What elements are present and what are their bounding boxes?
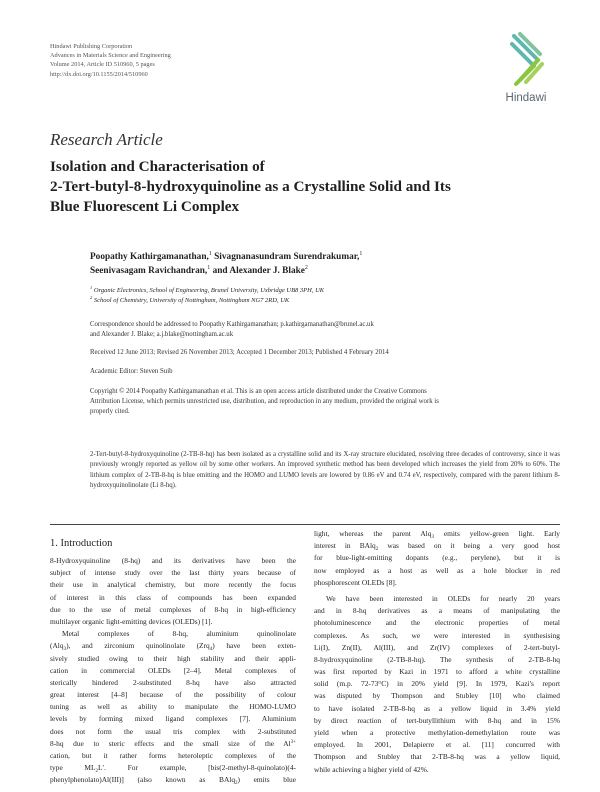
affiliation: $^2$ School of Chemistry, University of Nottingham, Nottingham NG7 2RD, UK	[90, 294, 290, 304]
volume-line: Volume 2014, Article ID 510960, 5 pages	[50, 61, 155, 69]
dates: Received 12 June 2013; Revised 26 November 2013; Accepted 1 December 2013; Published 4 February 2014	[90, 349, 389, 356]
line-with-subscript: interest in BAlq$_2$ was based on it being a very good host	[314, 541, 560, 553]
title-line: 2-Tert-butyl-8-hydroxyquinoline as a Crystalline Solid and Its	[50, 178, 451, 195]
hindawi-wordmark: Hindawi	[505, 92, 547, 104]
line-with-subscript: type $ML_2L'$. For example, [bis(2-methyl-8-quinolato)(4-	[50, 763, 296, 775]
line-with-subscript: phenylphenolato)Al(III)] (also known as BAlq$_2$) emits blue	[50, 775, 296, 787]
author-affil-mark: 2	[304, 265, 308, 271]
correspondence	[90, 320, 374, 340]
correspondence-line: Correspondence should be addressed to Poopathy Kathirgamanathan; p.kathirgamanathan@brunel.ac.uk	[90, 321, 374, 328]
copyright-line: Copyright © 2014 Poopathy Kathirgamanathan et al. This is an open access article distributed under the Creative Commons	[90, 388, 427, 395]
journal-info	[50, 42, 171, 79]
journal-name: Advances in Materials Science and Engineering	[50, 52, 171, 60]
copyright-notice	[90, 387, 439, 417]
article-type: Research Article	[50, 130, 163, 149]
author-name: and Alexander J. Blake	[212, 266, 305, 276]
hindawi-logo-icon	[508, 30, 544, 88]
author-name: Sivagnanasundram Surendrakumar,	[214, 252, 360, 262]
author-name: Poopathy Kathirgamanathan,	[90, 252, 209, 262]
right-column	[314, 528, 560, 776]
author-affil-mark: 1	[208, 251, 212, 257]
divider	[50, 524, 560, 525]
title-line: Blue Fluorescent Li Complex	[50, 198, 240, 215]
publisher: Hindawi Publishing Corporation	[50, 43, 133, 50]
left-column	[50, 555, 296, 787]
author-affil-mark: 1	[359, 251, 363, 257]
copyright-line: properly cited.	[90, 408, 130, 415]
paragraph: light, whereas the parent Alq$_3$ emits yellow-green light. Early interest in BAlq$_2$ was based on it being a very good host for blue-light-emitting dopants (e.g., perylene), but it is now employed as a host as well as a hole blocker in red phosphorescent OLEDs [8].	[314, 529, 560, 587]
academic-editor: Academic Editor: Steven Suib	[90, 368, 173, 375]
line-with-subscript: (Alq$_3$), and zirconium quinolinolate (Zrq$_4$) have been exten-	[50, 641, 297, 653]
doi-link[interactable]: http://dx.doi.org/10.1155/2014/510960	[50, 70, 148, 78]
hindawi-logo	[496, 30, 556, 110]
affiliation: $^1$ Organic Electronics, School of Engineering, Brunel University, Uxbridge UB8 3PH, UK	[90, 285, 325, 294]
paragraph: We have been interested in OLEDs for nearly 20 years and in 8-hq derivatives as a means of manipulating the photoluminescence and the electronic properties of metal complexes. As such, we were interested in synthesising Li(I), Zn(II), Al(III), and Zr(IV) complexes of 2-tert-butyl- 8-hydroxyquinoline (2-TB-8-hq). The synthesis of 2-TB-8-hq was first reported by Kazi in 1971 to afford a white crystalline solid (m.p. 72-73°C) in 20% yield [9]. In 1979, Kazi's report was disputed by Thompson and Stubley [10] who claimed to have isolated 2-TB-8-hq as a yellow liquid in 3.4% yield by direct reaction of tert-butyllithium with 8-hq and in 15% yield when a protective methylation-demethylation route was employed. In 2001, Delapierre et al. [11] concurred with Thompson and Stubley that 2-TB-8-hq was a yellow liquid, while achieving a higher yield of 42%.	[314, 593, 560, 774]
line-with-superscript: 8-hq due to steric effects and the small size of the $Al^{3+}$	[50, 738, 296, 748]
affiliations	[90, 286, 324, 305]
author-name: Seenivasagam Ravichandran,	[90, 266, 208, 276]
abstract: 2-Tert-butyl-8-hydroxyquinoline (2-TB-8-hq) has been isolated as a crystalline solid and its X-ray structure elucidated, resolving three decades of controversy, since it was previously wrongly reported as yellow oil by some other workers. An improved synthetic method has been developed which increases the yield from 20% to 60%. The lithium complex of 2-TB-8-hq is blue emitting and the HOMO and LUMO levels are lowered by 0.86 eV and 0.74 eV, respectively, compared with the parent lithium 8-hydroxyquinolinolate (Li 8-hq).	[90, 451, 560, 489]
section-heading: 1. Introduction	[50, 538, 113, 549]
author-affil-mark: 1	[207, 265, 211, 271]
title-line: Isolation and Characterisation of	[50, 158, 265, 175]
article-title	[50, 157, 560, 217]
paragraph: Metal complexes of 8-hq, aluminium quinolinolate (Alq$_3$), and zirconium quinolinolate (Zrq$_4$) have been exten- sively studied owing to their high stability and their appli- cation in commercial OLEDs [2–4]. Metal complexes of sterically hindered 2-substituted 8-hq have also attracted great interest [4–8] because of the possibility of colour tuning as well as ability to manipulate the HOMO-LUMO levels by forming mixed ligand complexes [7]. Aluminium does not form the usual tris complex with 2-substituted 8-hq due to steric effects and the small size of the $Al^{3+}$ cation, but it rather forms heteroleptic complexes of the type $ML_2L'$. For example, [bis(2-methyl-8-quinolato)(4- phenylphenolato)Al(III)] (also known as BAlq$_2$) emits blue	[50, 629, 297, 787]
correspondence-line: and Alexander J. Blake; a.j.blake@nottingham.ac.uk	[90, 331, 234, 338]
copyright-line: Attribution License, which permits unrestricted use, distribution, and reproduction in any medium, provided the original work is	[90, 398, 439, 405]
line-with-subscript: light, whereas the parent Alq$_3$ emits yellow-green light. Early	[314, 529, 560, 540]
paragraph: 8-Hydroxyquinoline (8-hq) and its derivatives have been the subject of intense study over the last thirty years because of their use in analytical chemistry, but more recently the focus of interest in this class of compounds has been expanded due to the use of metal complexes of 8-hq in high-efficiency multilayer organic light-emitting devices (OLEDs) [1].	[50, 556, 296, 626]
author-list	[90, 250, 560, 278]
